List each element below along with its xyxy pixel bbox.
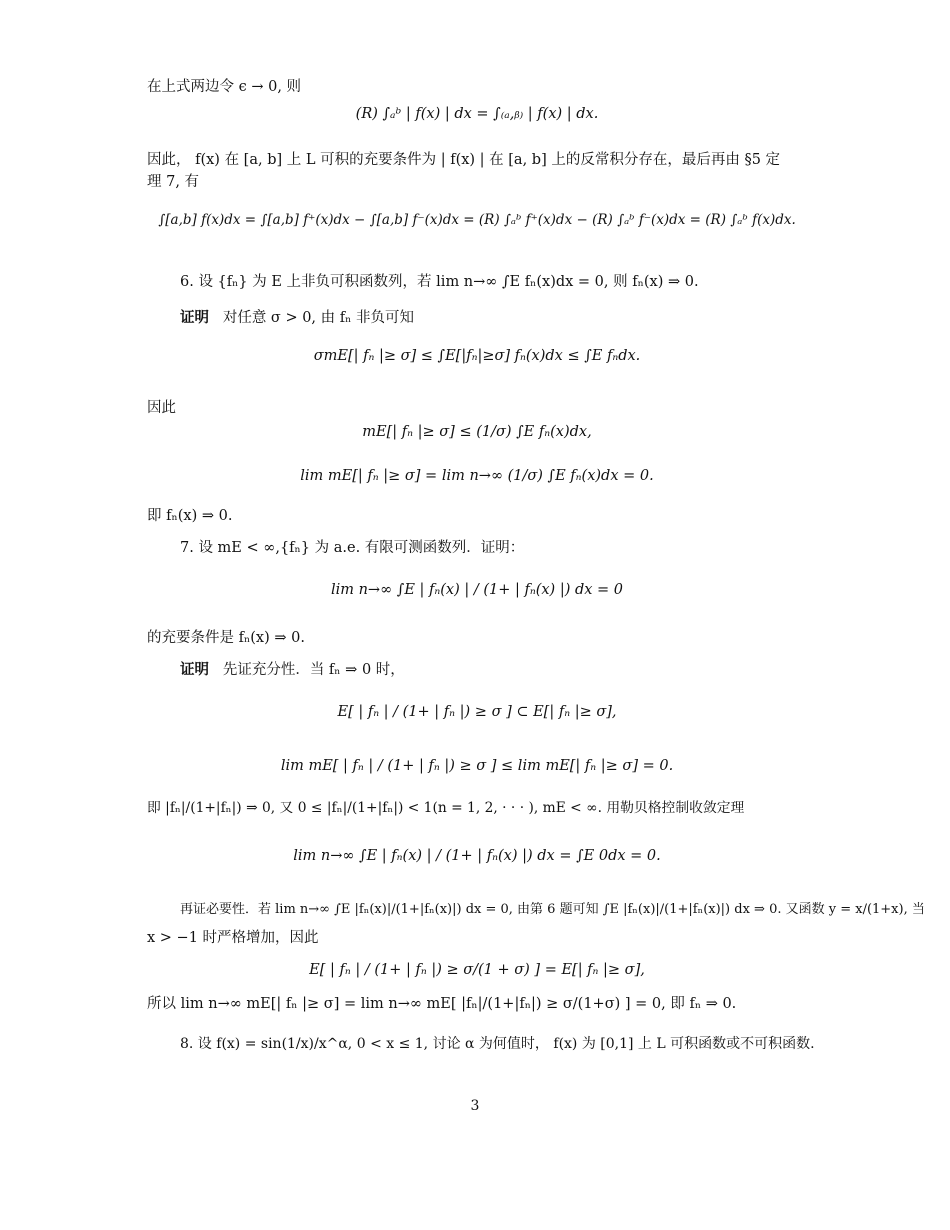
proof-line <box>180 660 840 680</box>
proof-text: 先证充分性．当 fₙ ⇒ 0 时， <box>222 662 405 678</box>
text-line: 因此 <box>147 400 176 416</box>
text-line: 即 |fₙ|/(1+|fₙ|) ⇒ 0, 又 0 ≤ |fₙ|/(1+|fₙ|) < 1(n = 1, 2, · · · ), mE < ∞. 用勒贝格控制收敛定理 <box>147 800 745 816</box>
equation: mE[| fₙ |≥ σ] ≤ (1/σ) ∫E fₙ(x)dx, <box>362 424 592 440</box>
equation: lim n→∞ ∫E | fₙ(x) | / (1+ | fₙ(x) |) dx = ∫E 0dx = 0. <box>293 848 661 864</box>
equation: E[ | fₙ | / (1+ | fₙ |) ≥ σ ] ⊂ E[| fₙ |≥ σ], <box>337 704 617 720</box>
equation: (R) ∫ₐᵇ | f(x) | dx = ∫₍ₐ,ᵦ₎ | f(x) | dx. <box>355 106 599 122</box>
equation: lim mE[ | fₙ | / (1+ | fₙ |) ≥ σ ] ≤ lim mE[| fₙ |≥ σ] = 0. <box>280 758 674 774</box>
proof-line <box>180 308 840 328</box>
equation: σmE[| fₙ |≥ σ] ≤ ∫E[|fₙ|≥σ] fₙ(x)dx ≤ ∫E fₙdx. <box>313 348 641 364</box>
equation: lim mE[| fₙ |≥ σ] = lim n→∞ (1/σ) ∫E fₙ(x)dx = 0. <box>300 468 654 484</box>
text-line: 所以 lim n→∞ mE[| fₙ |≥ σ] = lim n→∞ mE[ |fₙ|/(1+|fₙ|) ≥ σ/(1+σ) ] = 0, 即 fₙ ⇒ 0. <box>147 996 737 1012</box>
text-line: 因此， f(x) 在 [a, b] 上 L 可积的充要条件为 | f(x) | 在 [a, b] 上的反常积分存在，最后再由 §5 定 <box>147 152 781 168</box>
text-line: 理 7, 有 <box>147 174 200 190</box>
text-line: 即 fₙ(x) ⇒ 0. <box>147 508 233 524</box>
problem-8: 8. 设 f(x) = sin(1/x)/x^α, 0 < x ≤ 1, 讨论 α 为何值时， f(x) 为 [0,1] 上 L 可积函数或不可积函数. <box>180 1036 815 1052</box>
equation: ∫[a,b] f(x)dx = ∫[a,b] f⁺(x)dx − ∫[a,b] f⁻(x)dx = (R) ∫ₐᵇ f⁺(x)dx − (R) ∫ₐᵇ f⁻(x)dx = (R) ∫ₐᵇ f(x)dx. <box>158 212 796 228</box>
equation: E[ | fₙ | / (1+ | fₙ |) ≥ σ/(1 + σ) ] = E[| fₙ |≥ σ], <box>309 962 645 978</box>
page-number: 3 <box>470 1098 480 1114</box>
text-line: 再证必要性．若 lim n→∞ ∫E |fₙ(x)|/(1+|fₙ(x)|) dx = 0, 由第 6 题可知 ∫E |fₙ(x)|/(1+|fₙ(x)|) dx ⇒ 0. 又函数 y = x/(1+x), 当 <box>180 902 925 917</box>
equation: lim n→∞ ∫E | fₙ(x) | / (1+ | fₙ(x) |) dx = 0 <box>330 582 624 598</box>
problem-7: 7. 设 mE < ∞,{fₙ} 为 a.e. 有限可测函数列．证明： <box>180 540 525 556</box>
proof-label: 证明 <box>180 662 209 678</box>
proof-text: 对任意 σ > 0, 由 fₙ 非负可知 <box>222 310 415 326</box>
problem-6: 6. 设 {fₙ} 为 E 上非负可积函数列，若 lim n→∞ ∫E fₙ(x)dx = 0, 则 fₙ(x) ⇒ 0. <box>180 274 699 290</box>
proof-label: 证明 <box>180 310 209 326</box>
text-line: x > −1 时严格增加，因此 <box>147 930 319 946</box>
text-line: 在上式两边令 ϵ → 0, 则 <box>147 79 302 95</box>
text-line: 的充要条件是 fₙ(x) ⇒ 0. <box>147 630 305 646</box>
